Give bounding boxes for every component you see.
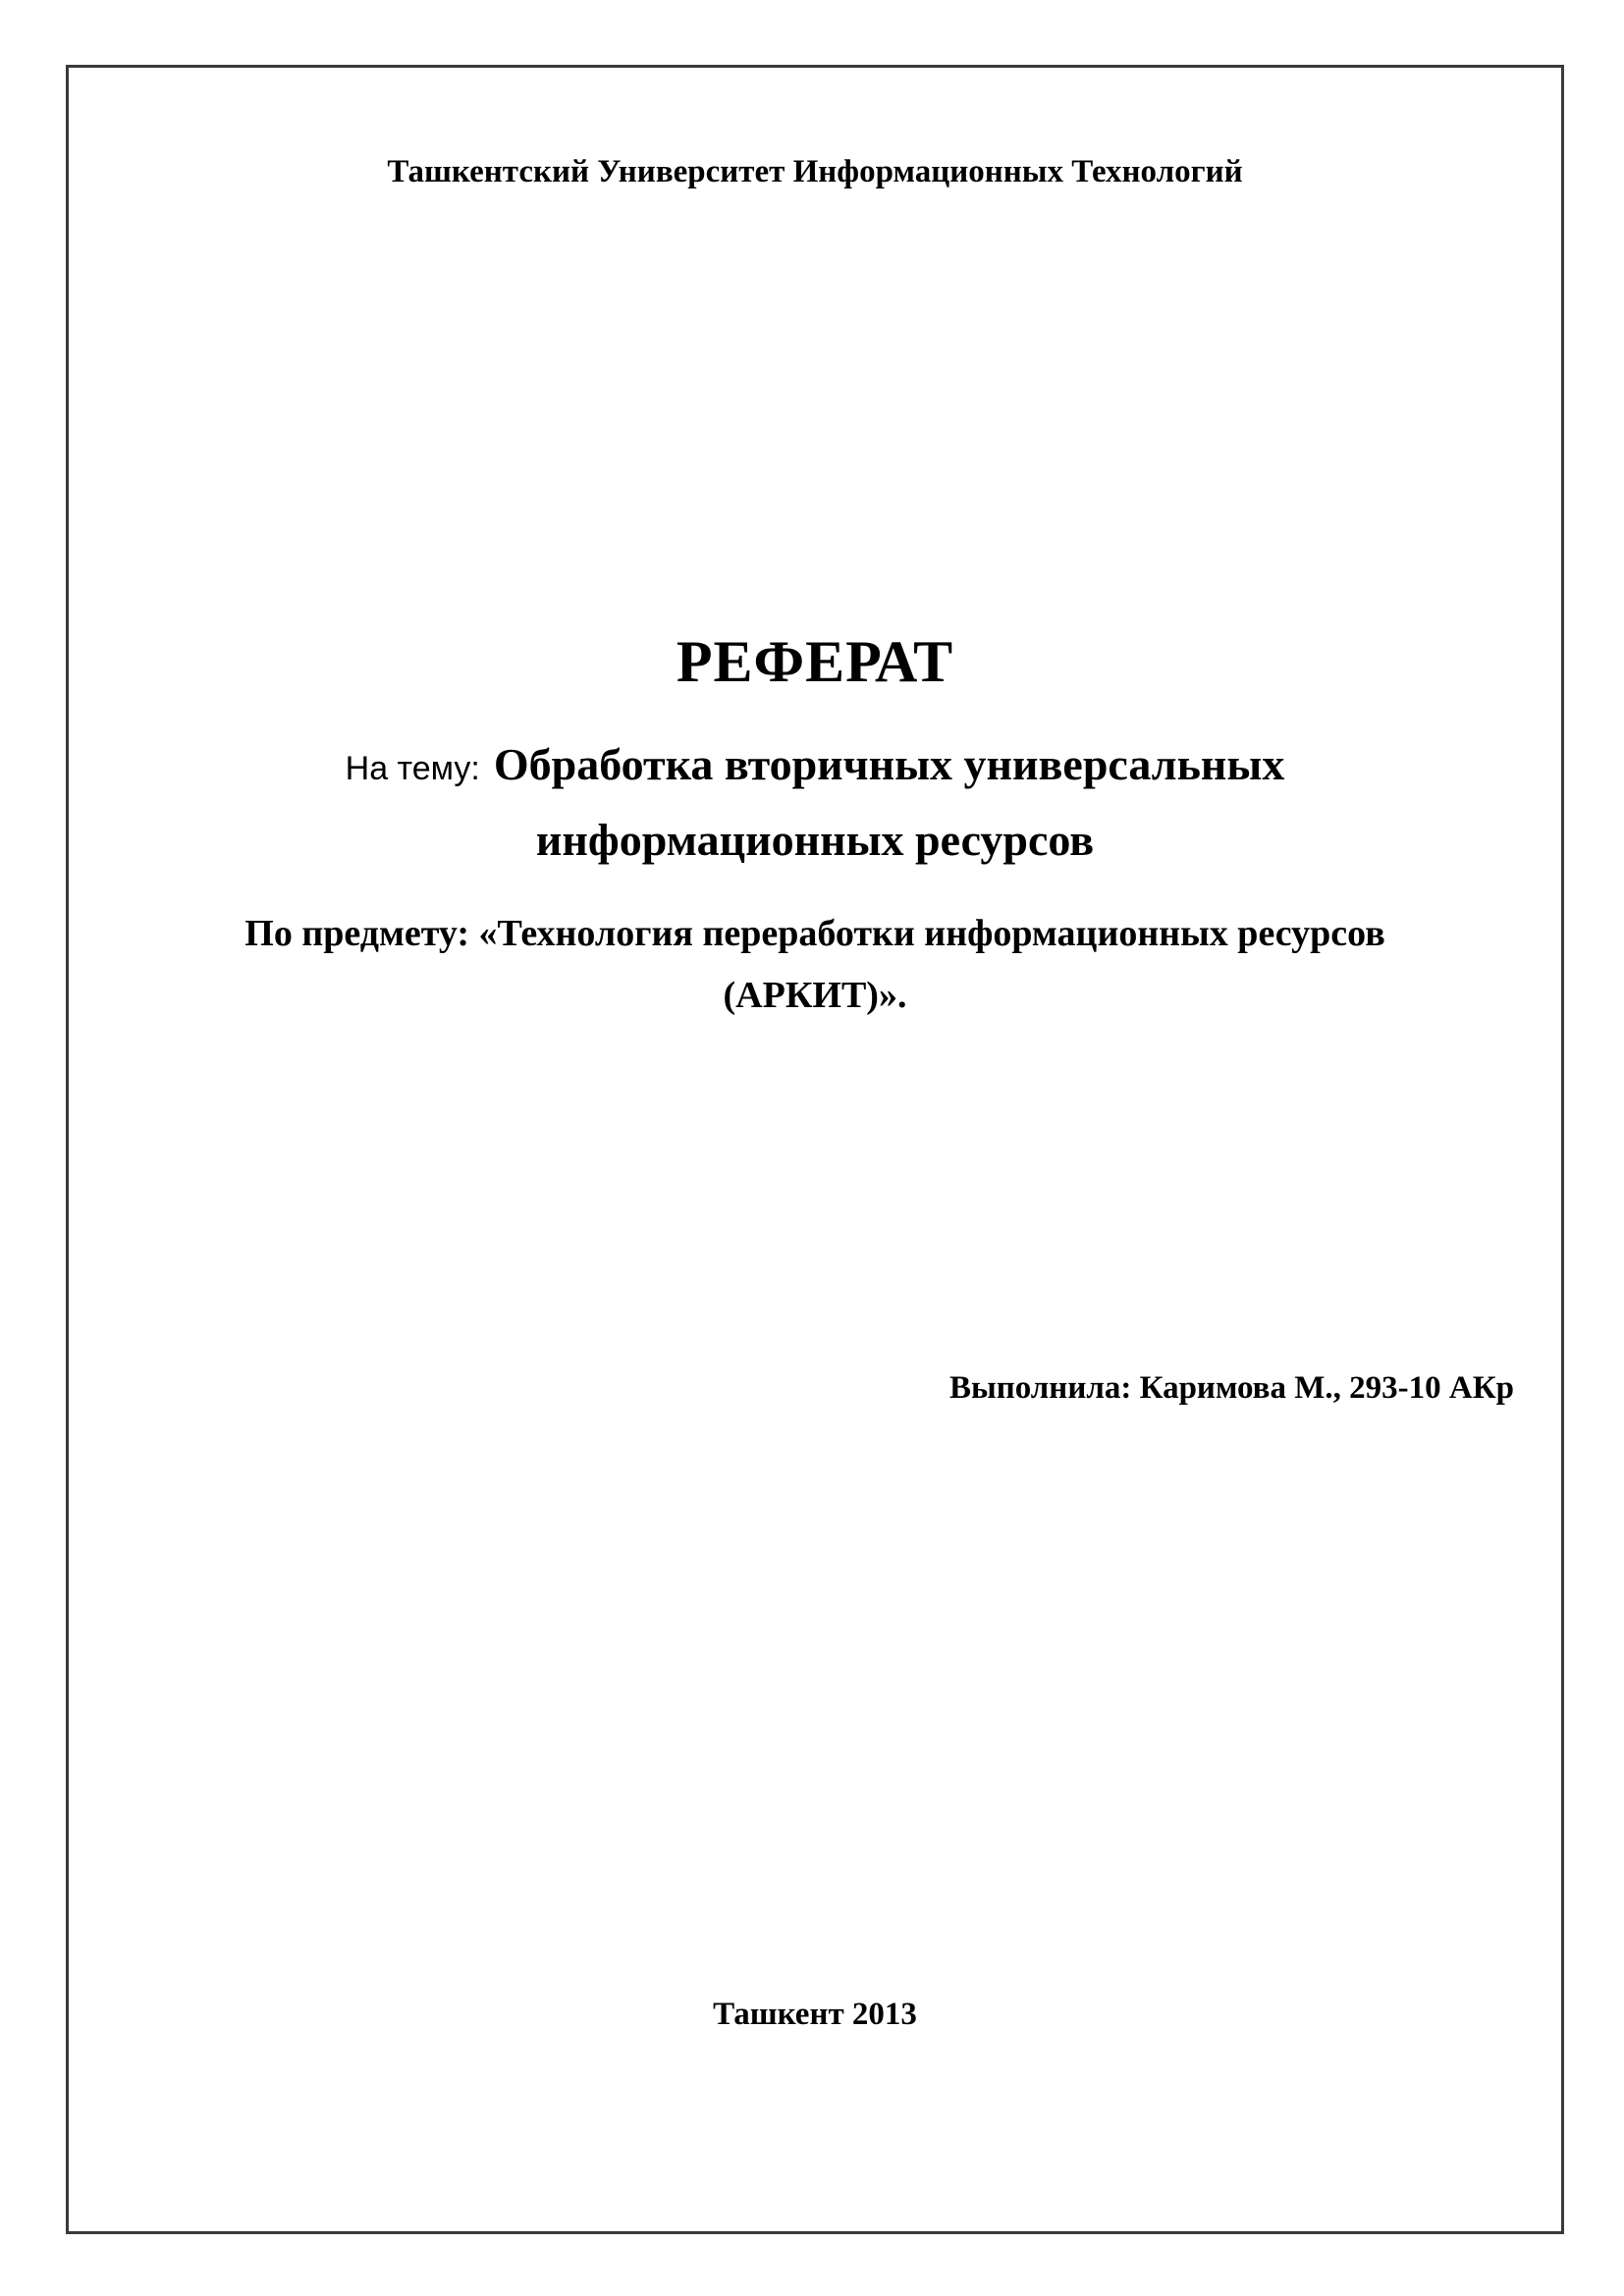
city-year: Ташкент 2013 <box>713 1997 917 2032</box>
university-name: Ташкентский Университет Информационных Технологий <box>387 154 1243 189</box>
document-type-heading: РЕФЕРАТ <box>676 629 954 694</box>
topic-title-part-2: информационных ресурсов <box>535 815 1095 865</box>
subject-line-1: По предмету: «Технология переработки информационных ресурсов <box>244 913 1385 954</box>
author-line: Выполнила: Каримова М., 293-10 АКр <box>948 1370 1514 1406</box>
topic-title-part-1: Обработка вторичных универсальных <box>493 739 1285 789</box>
page-border-frame <box>66 65 1564 2234</box>
topic-line-1 <box>66 739 1564 789</box>
subject-line-2: (АРКИТ)». <box>723 975 907 1016</box>
topic-prefix-label: На тему: <box>345 750 480 787</box>
